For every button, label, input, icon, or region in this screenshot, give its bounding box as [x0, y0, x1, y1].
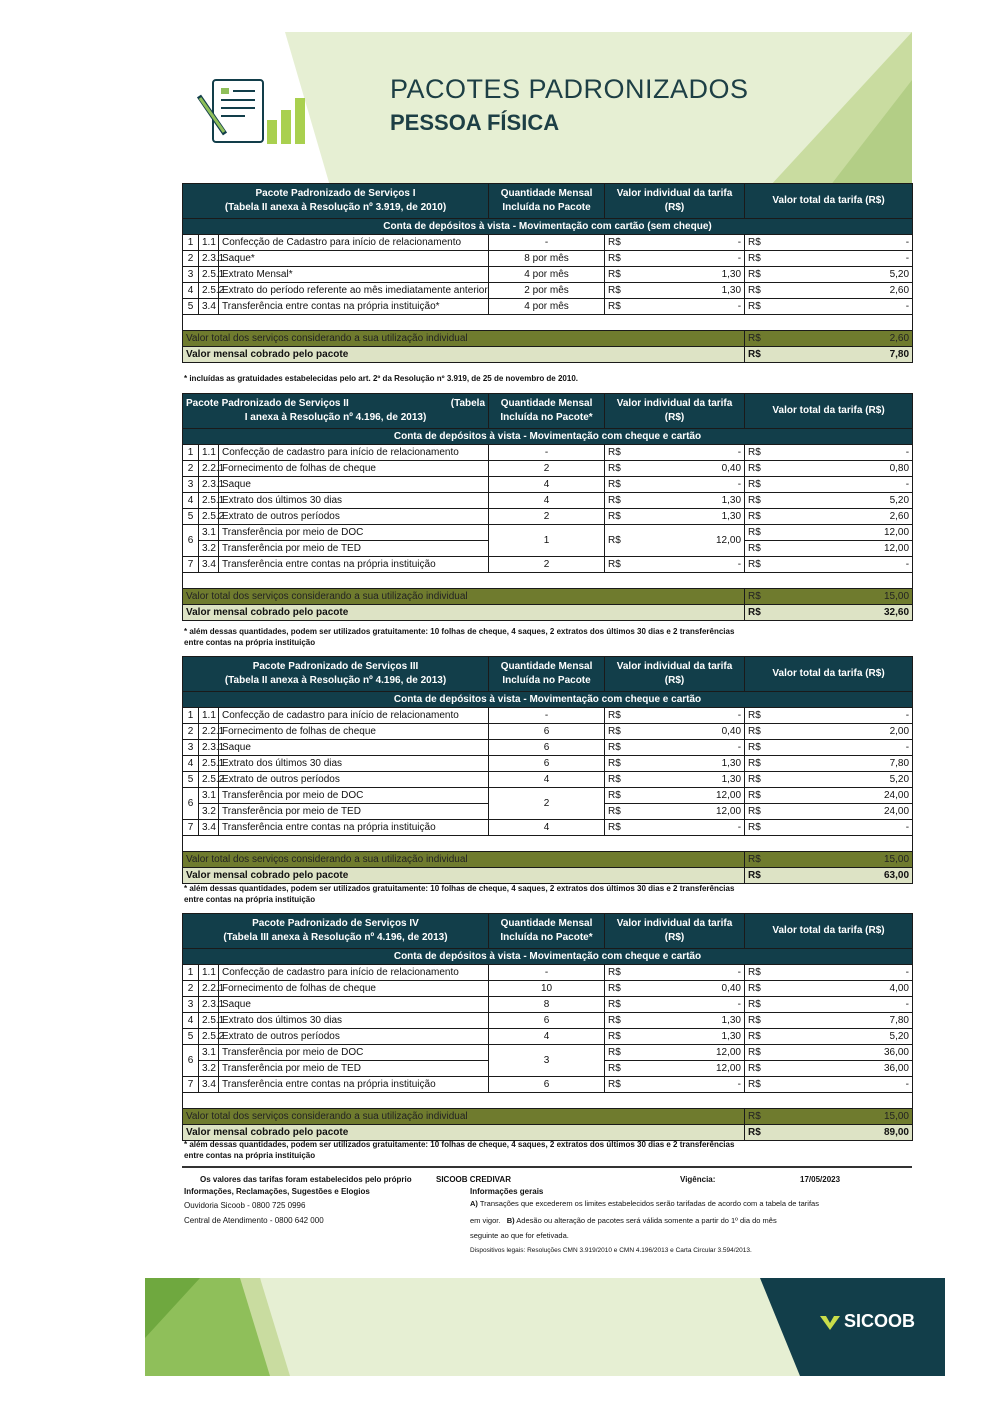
package-name: Pacote Padronizado de Serviços IV	[252, 918, 419, 929]
table-row: 2 2.2.1 Fornecimento de folhas de cheque 6 R$ 0,40 R$ 2,00	[183, 724, 913, 740]
col-total: Valor total da tarifa (R$)	[745, 657, 913, 692]
col-unit: Valor individual da tarifa (R$)	[605, 657, 745, 692]
package-4	[182, 913, 912, 1141]
table-row: 3 2.3.1 Saque 6 R$ - R$ -	[183, 740, 913, 756]
central: Central de Atendimento - 0800 642 000	[184, 1216, 324, 1225]
table-row: 2 2.2.1 Fornecimento de folhas de cheque 10 R$ 0,40 R$ 4,00	[183, 981, 913, 997]
table-row: 4 2.5.1 Extrato dos últimos 30 dias 4 R$ 1,30 R$ 5,20	[183, 493, 913, 509]
ouvidoria: Ouvidoria Sicoob - 0800 725 0996	[184, 1201, 306, 1210]
col-unit: Valor individual da tarifa (R$)	[605, 184, 745, 219]
table-row: 3.2 Transferência por meio de TED R$ 12,00	[183, 541, 913, 557]
package-1	[182, 183, 912, 363]
table-row: 6 3.1 Transferência por meio de DOC 2 R$ 12,00 R$ 24,00	[183, 788, 913, 804]
section-title: Conta de depósitos à vista - Movimentação com cheque e cartão	[183, 429, 913, 445]
col-unit: Valor individual da tarifa (R$)	[605, 394, 745, 429]
table-row: 7 3.4 Transferência entre contas na própria instituição 2 R$ - R$ -	[183, 557, 913, 573]
package-law: (Tabela II anexa à Resolução nº 4.196, de 2013)	[224, 675, 447, 686]
package-note: * incluídas as gratuidades estabelecidas pelo art. 2º da Resolução nº 3.919, de 25 de novembro de 2010.	[184, 374, 578, 383]
table-row: 5 3.4 Transferência entre contas na própria instituição* 4 por mês R$ - R$ -	[183, 299, 913, 315]
package-law: (Tabela III anexa à Resolução nº 4.196, de 2013)	[223, 932, 448, 943]
table-row: 1 1.1 Confecção de Cadastro para início de relacionamento - R$ - R$ -	[183, 235, 913, 251]
table-row: 7 3.4 Transferência entre contas na própria instituição 6 R$ - R$ -	[183, 1077, 913, 1093]
col-qty: Quantidade Mensal Incluída no Pacote*	[489, 394, 605, 429]
package-note: * além dessas quantidades, podem ser utilizados gratuitamente: 10 folhas de cheque, 4 saques, 2 extratos dos últimos 30 dias e 2 transferências entre contas na própria instituição	[184, 884, 735, 904]
monthly-price-row: Valor mensal cobrado pelo pacote R$ 89,00	[183, 1125, 913, 1141]
coop-name: SICOOB CREDIVAR	[436, 1175, 511, 1184]
table-row: 7 3.4 Transferência entre contas na própria instituição 4 R$ - R$ -	[183, 820, 913, 836]
table-row: 6 3.1 Transferência por meio de DOC 3 R$ 12,00 R$ 36,00	[183, 1045, 913, 1061]
col-qty: Quantidade Mensal Incluída no Pacote	[489, 657, 605, 692]
total-individual-row: Valor total dos serviços considerando a sua utilização individual R$ 2,60	[183, 331, 913, 347]
package-law: (Tabela II anexa à Resolução nº 3.919, de 2010)	[224, 202, 447, 213]
valores-text: Os valores das tarifas foram estabelecidos pelo próprio	[200, 1175, 412, 1184]
legal-text: Dispositivos legais: Resoluções CMN 3.919/2010 e CMN 4.196/2013 e Carta Circular 3.594/2013.	[470, 1247, 752, 1254]
table-row: 1 1.1 Confecção de cadastro para início de relacionamento - R$ - R$ -	[183, 445, 913, 461]
total-individual-row: Valor total dos serviços considerando a sua utilização individual R$ 15,00	[183, 589, 913, 605]
sicoob-leaf-icon	[820, 1312, 840, 1332]
table-row: 3 2.5.1 Extrato Mensal* 4 por mês R$ 1,30 R$ 5,20	[183, 267, 913, 283]
col-qty: Quantidade Mensal Incluída no Pacote*	[489, 914, 605, 949]
monthly-price-row: Valor mensal cobrado pelo pacote R$ 32,60	[183, 605, 913, 621]
page-subtitle: PESSOA FÍSICA	[390, 110, 560, 135]
footer-divider	[182, 1166, 912, 1168]
col-unit: Valor individual da tarifa (R$)	[605, 914, 745, 949]
page-title: PACOTES PADRONIZADOS	[390, 74, 749, 104]
section-title: Conta de depósitos à vista - Movimentação com cheque e cartão	[183, 692, 913, 708]
package-law: I anexa à Resolução nº 4.196, de 2013)	[244, 412, 427, 423]
table-row: 5 2.5.2 Extrato de outros períodos 2 R$ 1,30 R$ 2,60	[183, 509, 913, 525]
section-title: Conta de depósitos à vista - Movimentação com cartão (sem cheque)	[183, 219, 913, 235]
table-row: 3 2.3.1 Saque 8 R$ - R$ -	[183, 997, 913, 1013]
table-row: 3.2 Transferência por meio de TED R$ 12,00 R$ 24,00	[183, 804, 913, 820]
package-3	[182, 656, 912, 884]
total-individual-row: Valor total dos serviços considerando a sua utilização individual R$ 15,00	[183, 1109, 913, 1125]
package-note: * além dessas quantidades, podem ser utilizados gratuitamente: 10 folhas de cheque, 4 saques, 2 extratos dos últimos 30 dias e 2 transferências entre contas na própria instituição	[184, 1140, 735, 1160]
col-total: Valor total da tarifa (R$)	[745, 184, 913, 219]
package-name: Pacote Padronizado de Serviços II	[186, 398, 349, 409]
table-row: 1 1.1 Confecção de cadastro para início de relacionamento - R$ - R$ -	[183, 708, 913, 724]
table-row: 4 2.5.1 Extrato dos últimos 30 dias 6 R$ 1,30 R$ 7,80	[183, 1013, 913, 1029]
package-note: * além dessas quantidades, podem ser utilizados gratuitamente: 10 folhas de cheque, 4 saques, 2 extratos dos últimos 30 dias e 2 transferências entre contas na própria instituição	[184, 627, 735, 647]
gerais-title: Informações gerais	[470, 1187, 544, 1196]
table-row: 4 2.5.1 Extrato dos últimos 30 dias 6 R$ 1,30 R$ 7,80	[183, 756, 913, 772]
sicoob-logo: SICOOB	[820, 1311, 915, 1332]
gerais-b2: seguinte ao que for efetivada.	[470, 1231, 569, 1240]
monthly-price-row: Valor mensal cobrado pelo pacote R$ 7,80	[183, 347, 913, 363]
table-row: 1 1.1 Confecção de cadastro para início de relacionamento - R$ - R$ -	[183, 965, 913, 981]
info-title: Informações, Reclamações, Sugestões e Elogios	[184, 1187, 370, 1196]
table-row: 2 2.2.1 Fornecimento de folhas de cheque 2 R$ 0,40 R$ 0,80	[183, 461, 913, 477]
gerais-a: A) Transações que excederem os limites estabelecidos serão tarifadas de acordo com a tabela de tarifas	[470, 1199, 819, 1208]
package-name: Pacote Padronizado de Serviços III	[252, 661, 419, 672]
col-total: Valor total da tarifa (R$)	[745, 394, 913, 429]
table-row: 3.2 Transferência por meio de TED R$ 12,00 R$ 36,00	[183, 1061, 913, 1077]
package-2: Pacote Padronizado de Serviços II (Tabela I anexa à Resolução nº 4.196, de 2013) Quantidade Mensal Incluída no Pacote* Valor individual da tarifa (R$) Valor total da tarifa (R$) Conta de depósitos à vista - Movimentação com cheque e cartão 1 1.1 Confecção de cadastro para início de relacionamento - R$ - R$ - 2 2.2.1 Fornecimento de folhas de cheque 2 R$ 0,40 R$ 0,80 3 2.3.1 Saque 4 R$ - R$ - 4 2.5.1 Extrato dos últimos 30 dias 4 R$ 1,30 R$ 5,20 5 2.5.2 Extrato de outros períodos 2 R$ 1,30 R$ 2,60 6 3.1 Transferência por meio de DOC 1 R$ 12,00 R$ 12,00 3.2 Transferência por meio de TED R$ 12,00 7 3.4 Transferência entre contas na própria instituição 2 R$ - R$ - Valor total dos serviços considerando a sua utilização individual R$ 15,00 Valor mensal cobrado pelo pacote R$ 32,60	[182, 393, 912, 621]
document-chart-icon	[195, 78, 315, 148]
section-title: Conta de depósitos à vista - Movimentação com cheque e cartão	[183, 949, 913, 965]
table-row: 4 2.5.2 Extrato do período referente ao mês imediatamente anterior 2 por mês R$ 1,30 R$ 2,60	[183, 283, 913, 299]
col-qty: Quantidade Mensal Incluída no Pacote	[489, 184, 605, 219]
table-row: 3 2.3.1 Saque 4 R$ - R$ -	[183, 477, 913, 493]
col-total: Valor total da tarifa (R$)	[745, 914, 913, 949]
table-row: 5 2.5.2 Extrato de outros períodos 4 R$ 1,30 R$ 5,20	[183, 772, 913, 788]
total-individual-row: Valor total dos serviços considerando a sua utilização individual R$ 15,00	[183, 852, 913, 868]
table-row: 2 2.3.1 Saque* 8 por mês R$ - R$ -	[183, 251, 913, 267]
vigencia-label: Vigência:	[680, 1175, 716, 1184]
table-row: 5 2.5.2 Extrato de outros períodos 4 R$ 1,30 R$ 5,20	[183, 1029, 913, 1045]
monthly-price-row: Valor mensal cobrado pelo pacote R$ 63,00	[183, 868, 913, 884]
vigencia-date: 17/05/2023	[800, 1175, 841, 1184]
package-name: Pacote Padronizado de Serviços I	[255, 188, 416, 199]
table-row: 6 3.1 Transferência por meio de DOC 1 R$ 12,00 R$ 12,00	[183, 525, 913, 541]
gerais-b: em vigor. B) Adesão ou alteração de pacotes será válida somente a partir do 1º dia do mês	[470, 1216, 777, 1225]
